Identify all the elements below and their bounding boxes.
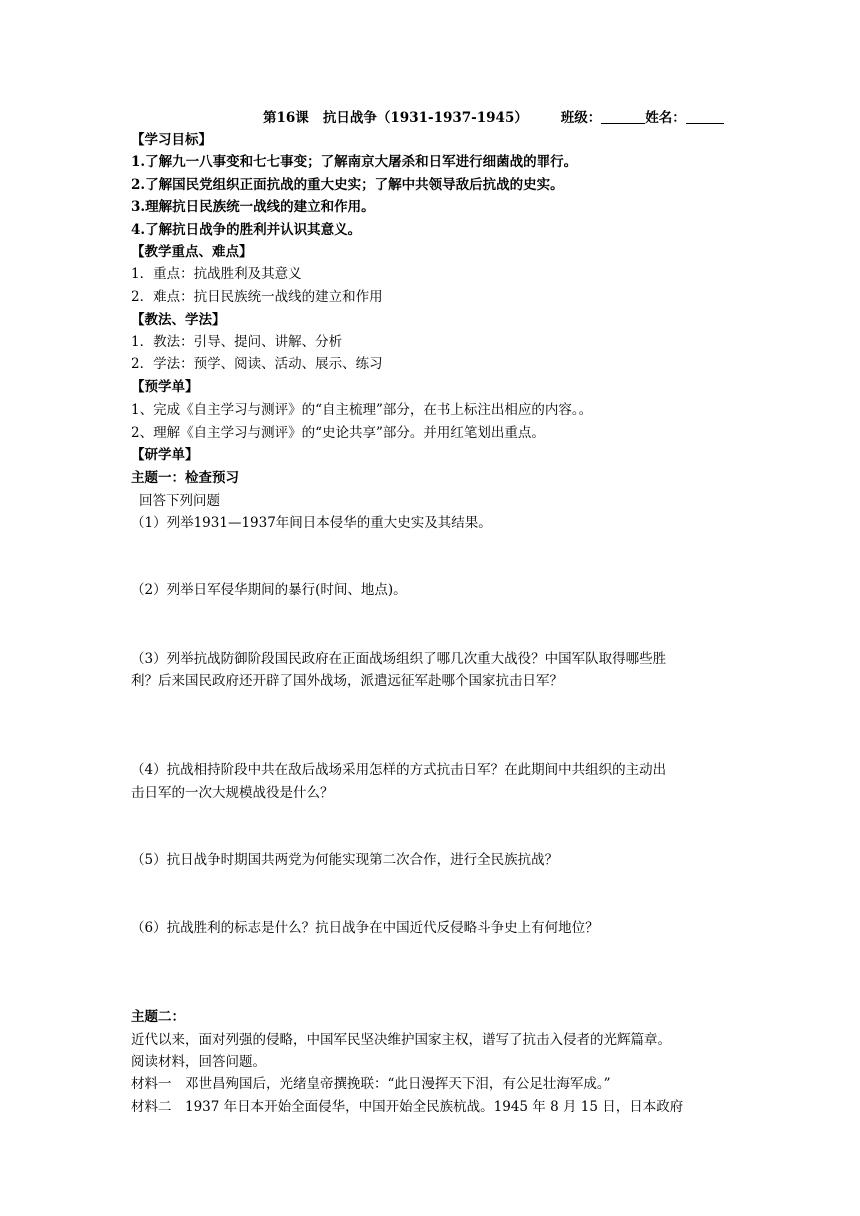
- theme2-title: 主题二：: [131, 1009, 185, 1025]
- objective-item: 4.了解抗日战争的胜利并认识其意义。: [131, 222, 362, 238]
- question-5: （5）抗日战争时期国共两党为何能实现第二次合作，进行全民族抗战？: [131, 852, 559, 868]
- question-6: （6）抗战胜利的标志是什么？抗日战争在中国近代反侵略斗争史上有何地位？: [131, 920, 599, 936]
- document-title: [263, 106, 860, 130]
- question-3-cont: 利？后来国民政府还开辟了国外战场，派遣远征军赴哪个国家抗击日军？: [131, 673, 563, 689]
- name-blank: [686, 109, 724, 124]
- question-4: （4）抗战相持阶段中共在敌后战场采用怎样的方式抗击日军？在此期间中共组织的主动出: [131, 762, 667, 778]
- question-3: （3）列举抗战防御阶段国民政府在正面战场组织了哪几次重大战役？中国军队取得哪些胜: [131, 651, 667, 667]
- objectives-heading: 【学习目标】: [131, 132, 212, 148]
- objective-item: 3.理解抗日民族统一战线的建立和作用。: [131, 199, 375, 215]
- class-label: 班级：: [560, 110, 602, 126]
- material-1: 材料一 邓世昌殉国后，光绪皇帝撰挽联：“此日漫挥天下泪，有公足壮海军成。”: [131, 1076, 611, 1092]
- theme1-intro: 回答下列问题: [139, 493, 220, 509]
- preview-item: 1、完成《自主学习与测评》的“自主梳理”部分，在书上标注出相应的内容。。: [131, 402, 593, 418]
- key-points-heading: 【教学重点、难点】: [131, 244, 253, 260]
- question-4-cont: 击日军的一次大规模战役是什么？: [131, 785, 334, 801]
- theme1-title: 主题一：检查预习: [131, 470, 239, 486]
- objective-item: 2.了解国民党组织正面抗战的重大史实；了解中共领导敌后抗战的史实。: [131, 177, 564, 193]
- key-point-item: 1．重点：抗战胜利及其意义: [131, 266, 302, 282]
- key-point-item: 2．难点：抗日民族统一战线的建立和作用: [131, 289, 383, 305]
- theme2-line: 阅读材料，回答问题。: [131, 1054, 266, 1070]
- method-item: 2．学法：预学、阅读、活动、展示、练习: [131, 356, 383, 372]
- theme2-line: 近代以来，面对列强的侵略，中国军民坚决维护国家主权，谱写了抗击入侵者的光辉篇章。: [131, 1032, 671, 1048]
- question-1: （1）列举1931—1937年间日本侵华的重大史实及其结果。: [131, 515, 492, 531]
- question-2: （2）列举日军侵华期间的暴行(时间、地点)。: [131, 582, 407, 598]
- lesson-number: 第16课: [263, 110, 309, 126]
- methods-heading: 【教法、学法】: [131, 312, 226, 328]
- material-2: 材料二 1937 年日本开始全面侵华，中国开始全民族杭战。1945 年 8 月 15 日，日本政府: [131, 1099, 684, 1115]
- lesson-topic: 抗日战争（1931-1937-1945）: [322, 110, 528, 126]
- name-label: 姓名：: [645, 110, 686, 126]
- preview-item: 2、理解《自主学习与测评》的“史论共享”部分。并用红笔划出重点。: [131, 425, 545, 441]
- method-item: 1．教法：引导、提问、讲解、分析: [131, 334, 343, 350]
- objective-item: 1.了解九一八事变和七七事变；了解南京大屠杀和日军进行细菌战的罪行。: [131, 154, 578, 170]
- study-heading: 【研学单】: [131, 447, 199, 463]
- preview-heading: 【预学单】: [131, 379, 199, 395]
- class-blank: [601, 109, 645, 124]
